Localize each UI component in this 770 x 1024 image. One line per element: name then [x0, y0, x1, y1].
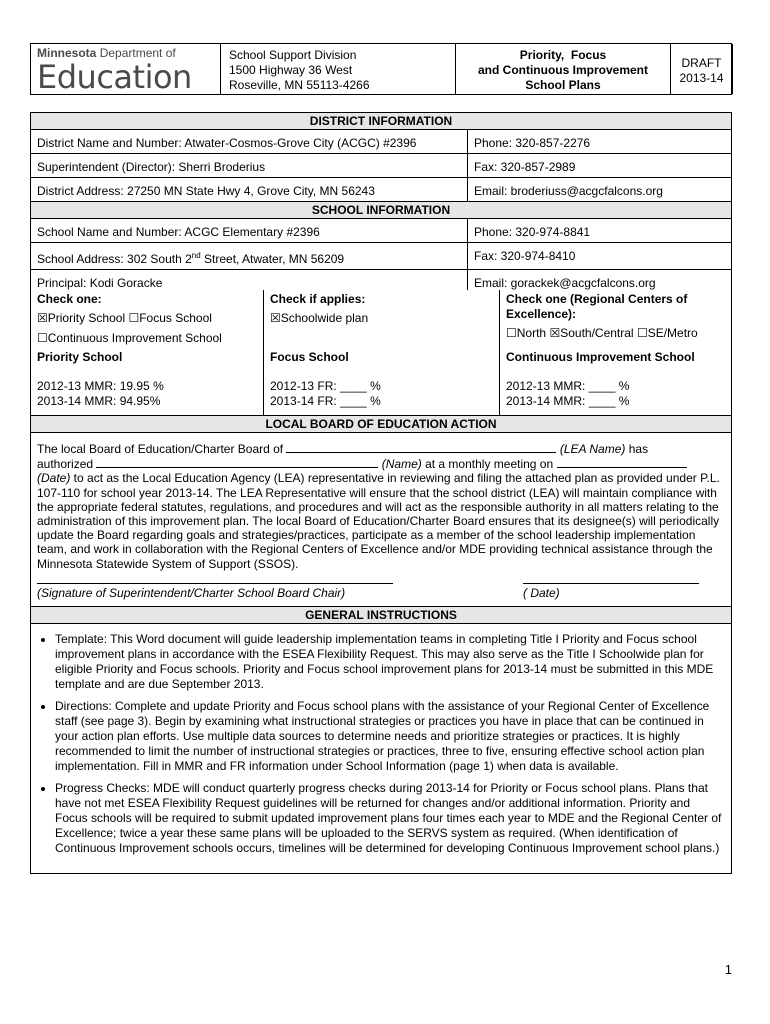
ci-mmr-2013[interactable]: 2013-14 MMR: ____ % [506, 394, 630, 408]
logo-dept: Department of [99, 46, 176, 60]
school-fax[interactable]: Fax: 320-974-8410 [474, 249, 576, 263]
schoolwide-plan-checkbox[interactable]: ☒Schoolwide plan [270, 311, 369, 325]
district-row-2 [31, 154, 731, 178]
board-action-section [31, 433, 731, 607]
instruction-template: • Template: This Word document will guide leadership implementation teams in completing Title I Priority and Focus school improvement plans in accordance with the ESEA Flexibility Request. This may also serve as the Title I Schoolwide plan for eligible Priority and Focus schools. Priority and Focus school improvement plans for 2013-14 must be submitted in this MDE template and are due September 2013. [55, 632, 725, 692]
title-line-3: School Plans [525, 78, 601, 92]
superintendent[interactable]: Superintendent (Director): Sherri Broderius [31, 154, 468, 177]
board-has: has [625, 442, 649, 456]
school-row-1 [31, 219, 731, 243]
focus-status [264, 348, 500, 415]
authorized-label: authorized [37, 457, 94, 472]
school-address-rest: Street, Atwater, MN 56209 [200, 252, 345, 266]
rep-name-label: (Name) [381, 457, 422, 472]
school-phone[interactable]: Phone: 320-974-8841 [474, 225, 591, 239]
district-row-1 [31, 130, 731, 154]
ci-mmr-2012[interactable]: 2012-13 MMR: ____ % [506, 379, 630, 393]
draft-label: DRAFT [681, 56, 722, 70]
focus-fr-2012[interactable]: 2012-13 FR: ____ % [270, 379, 381, 393]
board-body: to act as the Local Education Agency (LEA) representative in reviewing and filing the attached plan as provided under P.L. 107-110 for school year 2013-14. The LEA Representative will ensure that the school district (LEA) will maintain compliance with the appropriate federal statutes, regulations, and procedures and will act as the responsible authority in all matters relating to the administration of this improvement plan. The local Board of Education/Charter Board ensures that its designee(s) will periodically update the Board regarding goals and strategies/practices, participate as a member of the school leadership implementation team, and work in collaboration with the Regional Centers of Excellence and/or MDE providing technical assistance through the Minnesota Statewide System of Support (SSOS). [37, 471, 720, 571]
monthly-meeting-text: at a monthly meeting on [421, 457, 554, 472]
district-email[interactable]: Email: broderiuss@acgcfalcons.org [474, 184, 663, 198]
school-address[interactable] [31, 243, 468, 269]
district-name[interactable]: District Name and Number: Atwater-Cosmos-Grove City (ACGC) #2396 [31, 130, 468, 153]
priority-mmr-2012[interactable]: 2012-13 MMR: 19.95 % [37, 379, 164, 393]
document-title [456, 44, 671, 94]
general-instructions [31, 624, 731, 873]
division-address [221, 44, 456, 94]
district-row-3 [31, 178, 731, 201]
school-email[interactable]: Email: gorackek@acgcfalcons.org [474, 276, 656, 290]
focus-school-heading: Focus School [270, 350, 349, 364]
priority-mmr-2013[interactable]: 2013-14 MMR: 94.95% [37, 394, 161, 408]
ci-status [500, 348, 731, 415]
regional-center-col [500, 290, 731, 348]
north-checkbox[interactable]: ☐North [506, 326, 547, 340]
priority-status [31, 348, 264, 415]
title-line-2: and Continuous Improvement [477, 63, 648, 77]
district-info-heading: DISTRICT INFORMATION [31, 113, 731, 130]
regional-center-label: Check one (Regional Centers of Excellence): [506, 292, 688, 321]
signature-row [37, 583, 725, 600]
signature-line[interactable]: (Signature of Superintendent/Charter School Board Chair) [37, 583, 393, 600]
south-central-checkbox[interactable]: ☒South/Central [549, 326, 634, 340]
plan-form [30, 112, 732, 874]
lea-name-label: (LEA Name) [559, 442, 626, 456]
school-row-2 [31, 243, 731, 270]
priority-school-checkbox[interactable]: ☒Priority School [37, 311, 126, 325]
status-row [31, 348, 731, 416]
logo-state: Minnesota [37, 46, 97, 60]
district-address[interactable]: District Address: 27250 MN State Hwy 4, Grove City, MN 56243 [31, 178, 468, 201]
school-info-heading: SCHOOL INFORMATION [31, 201, 731, 219]
principal[interactable]: Principal: Kodi Goracke [31, 270, 468, 290]
board-text-1: The local Board of Education/Charter Board of [37, 442, 284, 456]
district-phone[interactable]: Phone: 320-857-2276 [474, 136, 591, 150]
check-if-applies-label: Check if applies: [270, 292, 366, 306]
document-header [30, 43, 732, 95]
ci-school-heading: Continuous Improvement School [506, 350, 695, 364]
logo-education-word: Education [37, 58, 192, 96]
instruction-directions: • Directions: Complete and update Priority and Focus school plans with the assistance of your Regional Center of Excellence staff (see page 3). Begin by examining what instructional strategies or practices you have in place that can be continued in your action plan efforts. Use multiple data sources to determine needs and prioritize strategies or practices. It is highly recommended to limit the number of instructional strategies or practices, three to five, ensuring effective school action plan implementation. Fill in MMR and FR information under School Information (page 1) when data is available. [55, 699, 725, 774]
division-name: School Support Division [229, 48, 357, 62]
check-one-label: Check one: [37, 292, 102, 306]
lea-name-blank[interactable] [286, 441, 556, 453]
school-address-sup: nd [191, 251, 201, 260]
designation-checks [31, 290, 731, 348]
instructions-list [37, 632, 725, 856]
focus-fr-2013[interactable]: 2013-14 FR: ____ % [270, 394, 381, 408]
address-line-2: Roseville, MN 55113-4266 [229, 78, 370, 92]
meeting-date-blank[interactable] [557, 456, 687, 468]
draft-box [671, 44, 733, 94]
board-action-heading: LOCAL BOARD OF EDUCATION ACTION [31, 416, 731, 433]
address-line-1: 1500 Highway 36 West [229, 63, 353, 77]
check-if-applies-col [264, 290, 500, 348]
draft-year: 2013-14 [679, 71, 724, 85]
instruction-progress-checks: • Progress Checks: MDE will conduct quarterly progress checks during 2013-14 for Priority or Focus school plans. Plans that have not met ESEA Flexibility Request guidelines will be returned for changes and/or additional information. Priority and Focus schools will be required to submit updated improvement plans four times each year to MDE and the Regional Center of Excellence; twice a year these same plans will be uploaded to the SERVS system as required. (When identification of Continuous Improvement schools occurs, timelines will be determined for developing Continuous Improvement school plans.) [55, 781, 725, 856]
rep-name-blank[interactable] [96, 456, 378, 468]
school-row-3 [31, 270, 731, 290]
district-fax[interactable]: Fax: 320-857-2989 [474, 160, 576, 174]
continuous-improvement-checkbox[interactable]: ☐Continuous Improvement School [37, 331, 222, 345]
check-one-col [31, 290, 264, 348]
signature-date-line[interactable]: ( Date) [523, 583, 699, 600]
se-metro-checkbox[interactable]: ☐SE/Metro [636, 326, 698, 340]
focus-school-checkbox[interactable]: ☐Focus School [128, 311, 212, 325]
date-label: (Date) [37, 471, 71, 486]
priority-school-heading: Priority School [37, 350, 123, 364]
mde-logo [31, 44, 221, 94]
school-address-text: School Address: 302 South 2 [37, 252, 192, 266]
general-instructions-heading: GENERAL INSTRUCTIONS [31, 607, 731, 624]
school-name[interactable]: School Name and Number: ACGC Elementary #2396 [31, 219, 468, 242]
page-number: 1 [724, 962, 732, 977]
title-line-1: Priority, Focus [519, 48, 607, 62]
